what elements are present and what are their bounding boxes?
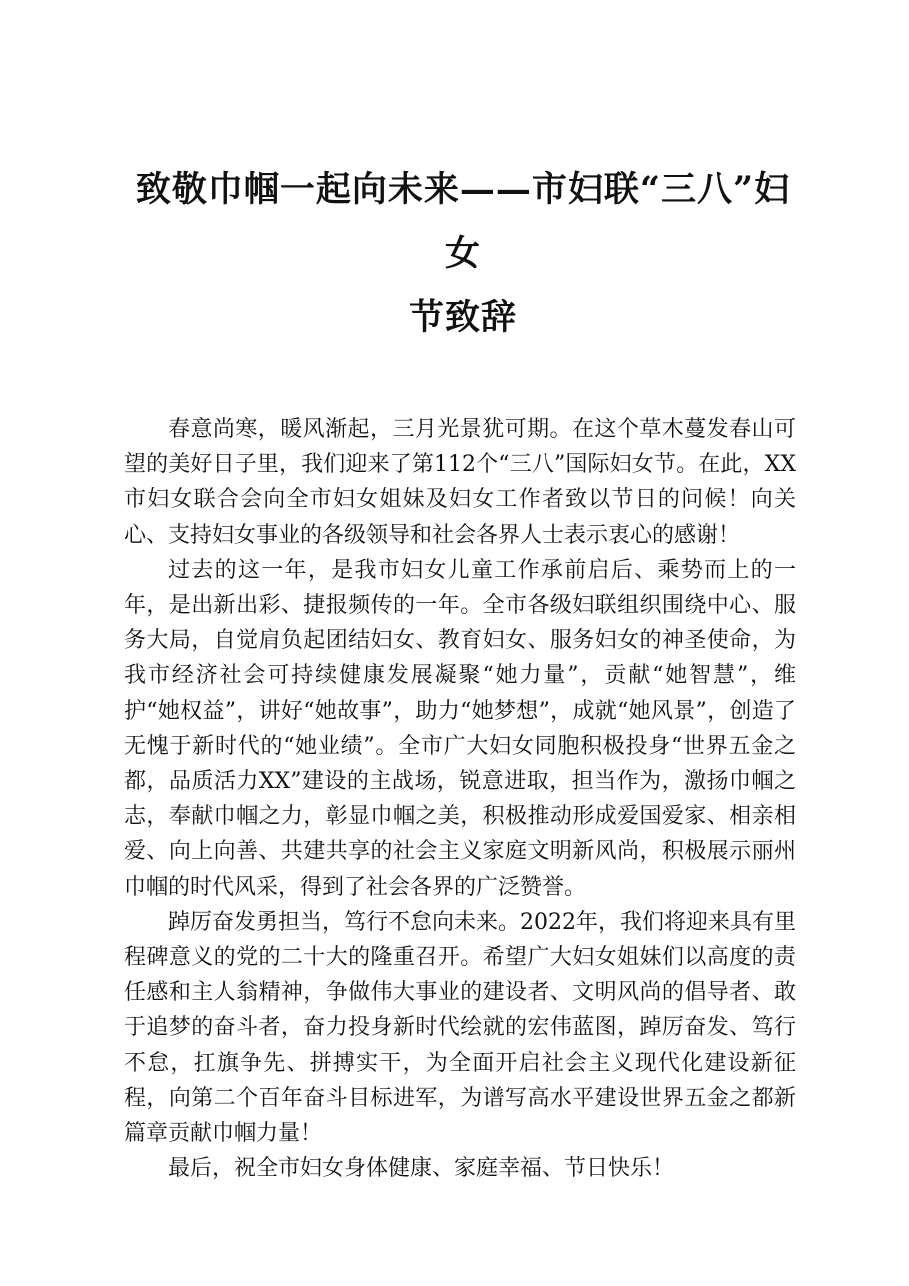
title-line-2: 节致辞	[408, 297, 517, 338]
paragraph-4: 最后，祝全市妇女身体健康、家庭幸福、节日快乐！	[168, 1156, 675, 1182]
paragraph-2: 过去的这一年，是我市妇女儿童工作承前启后、乘势而上的一年，是出新出彩、捷报频传的一年。全市各级妇联组织围绕中心、服务大局，自觉肩负起团结妇女、教育妇女、服务妇女的神圣使命，为我市经济社会可持续健康发展凝聚“她力量”，贡献“她智慧”，维护“她权益”，讲好“她故事”，助力“她梦想”，成就“她风景”，创造了无愧于新时代的“她业绩”。全市广大妇女同胞积极投身“世界五金之都，品质活力XX”建设的主战场，锐意进取，担当作为，激扬巾帼之志，奉献巾帼之力，彰显巾帼之美，积极推动形成爱国爱家、相亲相爱、向上向善、共建共享的社会主义家庭文明新风尚，积极展示丽州巾帼的时代风采，得到了社会各界的广泛赞誉。	[124, 557, 796, 900]
document-title	[118, 0, 808, 350]
paragraph-1: 春意尚寒，暖风渐起，三月光景犹可期。在这个草木蔓发春山可望的美好日子里，我们迎来了第112个“三八”国际妇女节。在此，XX市妇女联合会向全市妇女姐妹及妇女工作者致以节日的问候！向关心、支持妇女事业的各级领导和社会各界人士表示衷心的感谢！	[124, 417, 796, 548]
document-body	[124, 412, 796, 1186]
title-line-1: 致敬巾帼一起向未来——市妇联“三八”妇女	[135, 169, 791, 274]
paragraph-3: 踔厉奋发勇担当，笃行不怠向未来。2022年，我们将迎来具有里程碑意义的党的二十大的隆重召开。希望广大妇女姐妹们以高度的责任感和主人翁精神，争做伟大事业的建设者、文明风尚的倡导者、敢于追梦的奋斗者，奋力投身新时代绘就的宏伟蓝图，踔厉奋发、笃行不怠，扛旗争先、拼搏实干，为全面开启社会主义现代化建设新征程，向第二个百年奋斗目标进军，为谱写高水平建设世界五金之都新篇章贡献巾帼力量！	[124, 909, 796, 1147]
